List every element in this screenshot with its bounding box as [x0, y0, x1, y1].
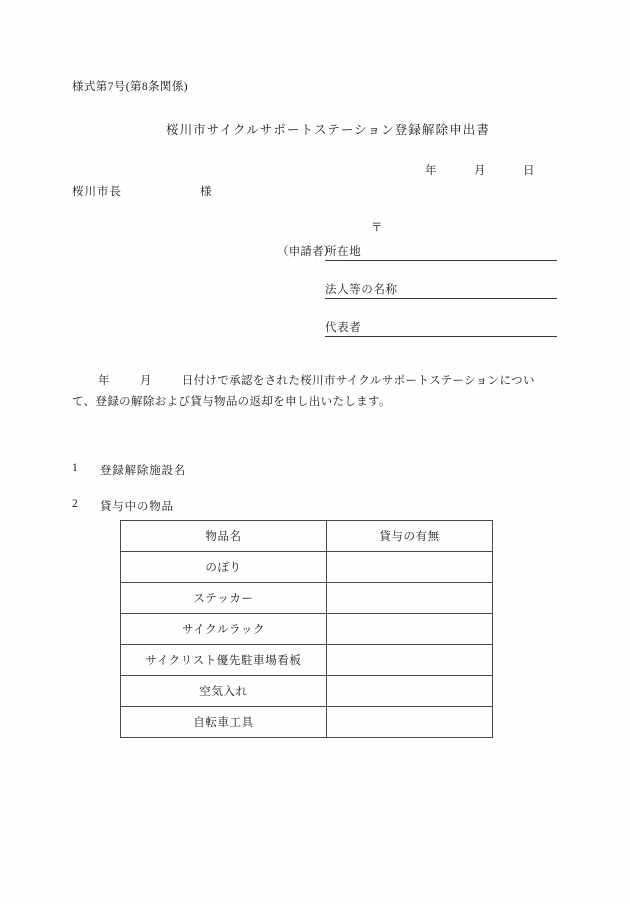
- cell-lending-status[interactable]: [327, 645, 493, 676]
- cell-item-name: ステッカー: [121, 583, 327, 614]
- body-year-label: 年: [98, 375, 110, 387]
- body-line2: 登録の解除および貸与物品の返却を申し出いたします。: [95, 396, 391, 408]
- cell-item-name: のぼり: [121, 552, 327, 583]
- item-1-label: 登録解除施設名: [100, 465, 187, 477]
- table-header-row: [121, 521, 493, 552]
- item-2-label: 貸与中の物品: [100, 501, 174, 513]
- table-row: [121, 552, 493, 583]
- table-row: [121, 676, 493, 707]
- cell-lending-status[interactable]: [327, 707, 493, 738]
- cell-item-name: 自転車工具: [121, 707, 327, 738]
- body-line1-rest: 日付けで承認をされた桜川市サイクルサポートステーションについて、: [72, 375, 535, 408]
- cell-lending-status[interactable]: [327, 676, 493, 707]
- addressee-honorific: 様: [200, 186, 212, 198]
- column-header-item-name: 物品名: [121, 521, 327, 552]
- cell-lending-status[interactable]: [327, 614, 493, 645]
- body-paragraph: [72, 371, 558, 413]
- cell-item-name: サイクリスト優先駐車場看板: [121, 645, 327, 676]
- item-1-number: 1: [72, 462, 79, 474]
- form-number: 様式第7号(第8条関係): [72, 81, 188, 93]
- table-row: [121, 583, 493, 614]
- item-2-number: 2: [72, 498, 79, 510]
- applicant-address-label: 所在地: [325, 246, 362, 258]
- lent-goods-table: [120, 520, 493, 738]
- date-day-label: 日: [523, 165, 535, 177]
- table-row: [121, 707, 493, 738]
- header-date-line: [425, 162, 535, 178]
- applicant-corporation-name-field[interactable]: [325, 281, 557, 299]
- applicant-representative-label: 代表者: [325, 322, 362, 334]
- postal-code-mark: 〒: [371, 222, 383, 234]
- applicant-representative-field[interactable]: [325, 319, 557, 337]
- cell-item-name: サイクルラック: [121, 614, 327, 645]
- addressee-name: 桜川市長: [72, 186, 122, 198]
- page-title: 桜川市サイクルサポートステーション登録解除申出書: [165, 123, 491, 137]
- column-header-lending-status: 貸与の有無: [327, 521, 493, 552]
- cell-lending-status[interactable]: [327, 552, 493, 583]
- date-month-label: 月: [474, 165, 486, 177]
- applicant-corporation-name-label: 法人等の名称: [325, 284, 398, 296]
- cell-lending-status[interactable]: [327, 583, 493, 614]
- applicant-address-field[interactable]: [325, 243, 557, 261]
- applicant-label: （申請者）: [277, 246, 336, 258]
- body-month-label: 月: [139, 375, 152, 387]
- table-row: [121, 645, 493, 676]
- date-year-label: 年: [425, 165, 437, 177]
- table-row: [121, 614, 493, 645]
- cell-item-name: 空気入れ: [121, 676, 327, 707]
